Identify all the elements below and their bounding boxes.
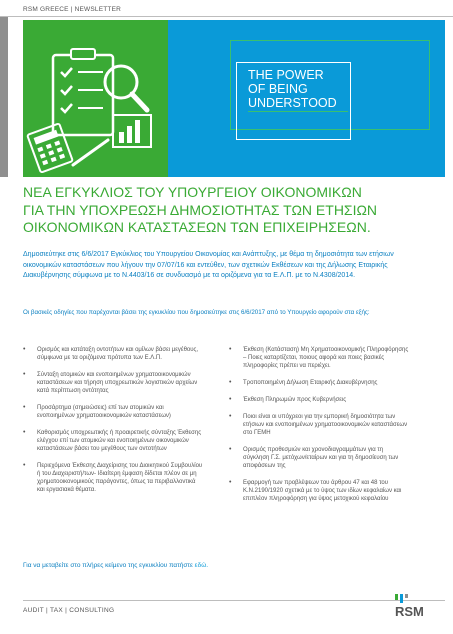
list-item: • Περιεχόμενα Έκθεσης Διαχείρισης του Διοικητικού Συμβουλίου ή του Διαχειριστή/των- Ιδιαίτερη έμφαση δίδεται πλέον σε μη χρηματοοικονομικούς παράγοντες, όπως τα περιβαλλοντικά και εργασιακά θέματα. — [23, 462, 203, 493]
list-item: • Εφαρμογή των προβλέψεων του άρθρου 47 και 48 του Κ.Ν.2190/1920 σχετικά με το ύψος των ιδίων κεφαλαίων και επιπλέον πληροφόρηση για ύψος μετοχικού κεφαλαίου — [229, 479, 402, 502]
side-accent-bar — [0, 17, 8, 177]
footer-services: AUDIT | TAX | CONSULTING — [23, 607, 115, 614]
hero-tagline-panel — [168, 20, 445, 177]
list-item: • Σύνταξη ατομικών και ενοποιημένων χρηματοοικονομικών καταστάσεων και τήρηση υποχρεωτικών λογιστικών αρχείων κατά περίπτωση οντότητας — [23, 371, 198, 394]
list-item: • Ορισμός και κατάταξη οντοτήτων και ομίλων βάσει μεγέθους, σύμφωνα με τα οριζόμενα πρότυπα των Ε.Λ.Π. — [23, 346, 199, 361]
closing-line: Για να μεταβείτε στο πλήρες κείμενο της εγκυκλίου πατήστε εδώ. — [23, 562, 209, 569]
hero-illustration-panel — [23, 20, 168, 177]
list-item: • Προσάρτημα (σημειώσεις) επί των ατομικών και ενοποιημένων χρηματοοικονομικών καταστάσεων) — [23, 404, 171, 419]
list-item: • Τροποποιημένη Δήλωση Εταιρικής Διακυβέρνησης — [229, 379, 378, 386]
checklist-icon — [23, 20, 168, 177]
intro-paragraph: Δημοσιεύτηκε στις 6/6/2017 Εγκύκλιος του Υπουργείου Οικονομίας και Ανάπτυξης, με θέμα τη δημοσιότητα των ετήσιων οικονομικών καταστάσεων που λήγουν την 07/07/16 και εντεύθεν, των σχετικών Εκθέσεων και της Δήλωσης Εταιρικής Διακυβέρνησης σύμφωνα με το Ν.4403/16 σε συνδυασμό με τα οριζόμενα για τα Ε.Λ.Π. με το Ν.4308/2014. — [23, 251, 394, 279]
article-title: ΝΕΑ ΕΓΚΥΚΛΙΟΣ ΤΟΥ ΥΠΟΥΡΓΕΙΟΥ ΟΙΚΟΝΟΜΙΚΩΝ ΓΙΑ ΤΗΝ ΥΠΟΧΡΕΩΣΗ ΔΗΜΟΣΙΟΤΗΤΑΣ ΤΩΝ ΕΤΗΣΙΩΝ ΟΙΚΟΝΟΜΙΚΩΝ ΚΑΤΑΣΤΑΣΕΩΝ ΤΩΝ ΕΠΙΧΕΙΡΗΣΕΩΝ. — [23, 184, 378, 235]
full-text-link[interactable]: εδώ. — [194, 562, 209, 569]
guidelines-list-left — [23, 346, 203, 503]
guidelines-intro: Οι βασικές οδηγίες που παρέχονται βάσει της εγκυκλίου που δημοσιεύτηκε στις 6/6/2017 από το Υπουργείο αφορούν στα εξής: — [23, 309, 370, 316]
guidelines-list-right — [229, 346, 409, 512]
list-item: • Καθορισμός υποχρεωτικής ή προαιρετικής σύνταξης Έκθεσης ελέγχου επί των ατομικών και ενοποιημένων οικονομικών καταστάσεων βάσει του μεγέθους των οντοτήτων — [23, 429, 202, 452]
list-item: • Ορισμός προθεσμιών και χρονοδιαγραμμάτων για τη σύγκληση Γ.Σ. μετόχων/εταίρων και για τη δημοσίευση των αποφάσεων της — [229, 446, 399, 469]
brand-tagline: THE POWER OF BEING UNDERSTOOD — [248, 68, 337, 110]
tagline-underline — [248, 111, 348, 112]
rsm-logo — [393, 594, 445, 618]
list-item: • Έκθεση Πληρωμών προς Κυβερνήσεις — [229, 396, 347, 403]
svg-text:RSM: RSM — [395, 604, 424, 618]
newsletter-header: RSM GREECE | NEWSLETTER — [23, 6, 122, 13]
footer-divider — [23, 600, 445, 601]
list-item: • Έκθεση (Κατάσταση) Μη Χρηματοοικονομικής Πληροφόρησης – Ποιες καταρτίζεται, ποιους αφορά και ποιες βασικές πληροφορίες πρέπει να περιέχει. — [229, 346, 409, 369]
header-divider — [0, 16, 453, 17]
list-item: • Ποιοι είναι οι υπόχρεοι για την εμπορική δημοσιότητα των ετήσιων και ενοποιημένων χρηματοοικονομικών καταστάσεων στο ΓΕΜΗ — [229, 413, 408, 436]
